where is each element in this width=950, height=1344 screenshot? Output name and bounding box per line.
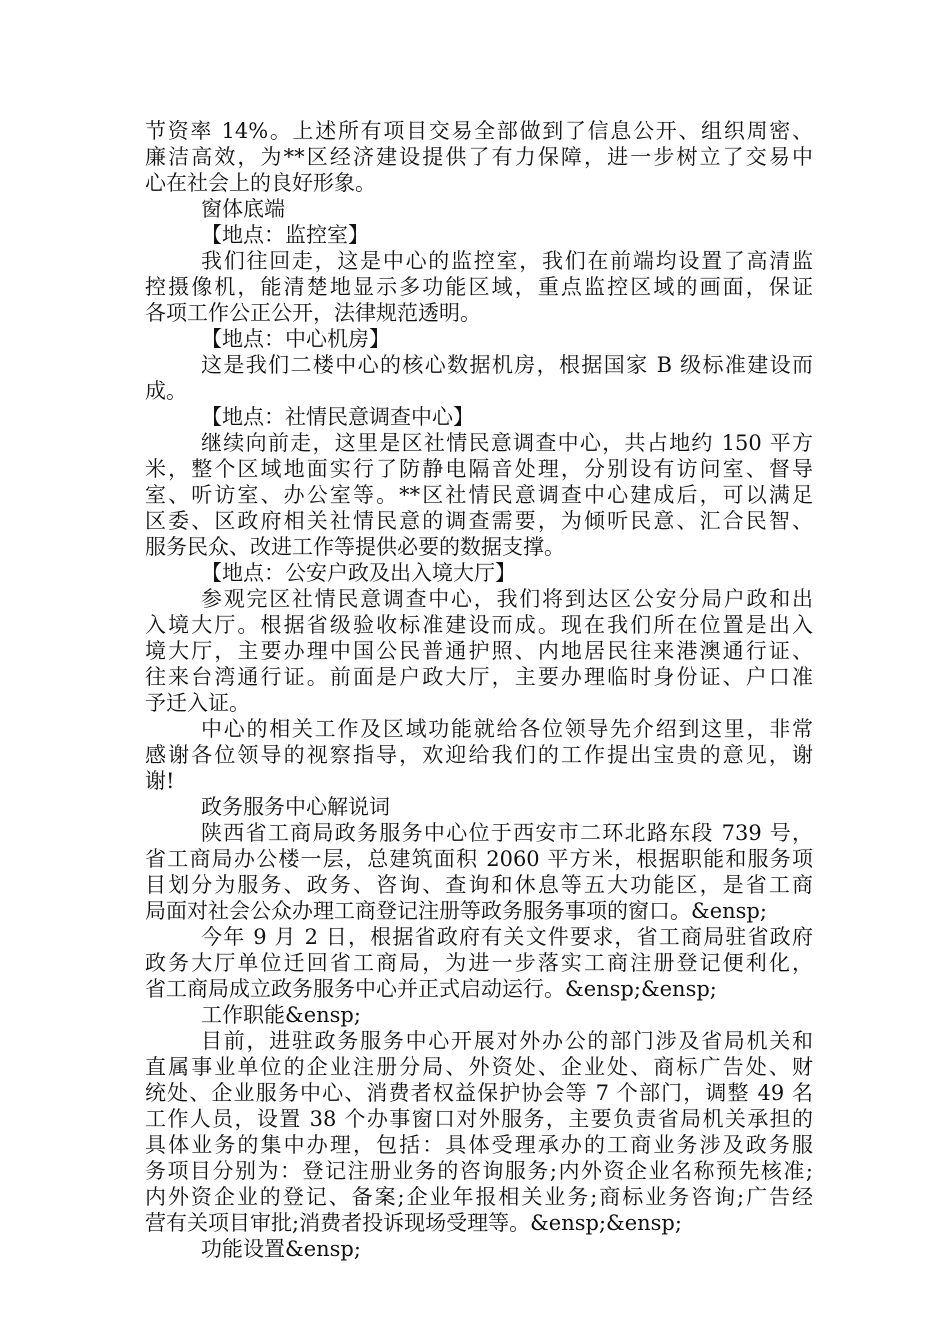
text-line: 室、听访室、办公室等。**区社情民意调查中心建成后，可以满足 — [145, 483, 813, 507]
text-line: 【地点：中心机房】 — [201, 327, 390, 351]
text-line: 节资率 14%。上述所有项目交易全部做到了信息公开、组织周密、 — [145, 119, 813, 143]
text-line: 政务服务中心解说词 — [201, 795, 390, 819]
text-line: 成。 — [145, 379, 187, 403]
text-line: 各项工作公正公开，法律规范透明。 — [145, 301, 481, 325]
text-line: 政务大厅单位迁回省工商局，为进一步落实工商注册登记便利化， — [145, 951, 813, 975]
text-line: 廉洁高效，为**区经济建设提供了有力保障，进一步树立了交易中 — [145, 145, 813, 169]
text-line: 窗体底端 — [201, 197, 285, 221]
text-line: 【地点：社情民意调查中心】 — [201, 405, 474, 429]
text-line: 【地点：监控室】 — [201, 223, 369, 247]
text-line: 营有关项目审批;消费者投诉现场受理等。&ensp;&ensp; — [145, 1211, 682, 1235]
text-line: 具体业务的集中办理，包括：具体受理承办的工商业务涉及政务服 — [145, 1133, 813, 1157]
text-line: 这是我们二楼中心的核心数据机房，根据国家 B 级标准建设而 — [201, 353, 813, 377]
text-line: 米，整个区域地面实行了防静电隔音处理，分别设有访问室、督导 — [145, 457, 813, 481]
text-line: 局面对社会公众办理工商登记注册等政务服务事项的窗口。&ensp; — [145, 899, 767, 923]
text-line: 工作人员，设置 38 个办事窗口对外服务，主要负责省局机关承担的 — [145, 1107, 813, 1131]
text-line: 感谢各位领导的视察指导，欢迎给我们的工作提出宝贵的意见，谢 — [145, 743, 813, 767]
text-line: 统处、企业服务中心、消费者权益保护协会等 7 个部门，调整 49 名 — [145, 1081, 813, 1105]
text-line: 功能设置&ensp; — [201, 1237, 361, 1261]
text-line: 中心的相关工作及区域功能就给各位领导先介绍到这里，非常 — [201, 717, 813, 741]
text-line: 心在社会上的良好形象。 — [145, 171, 376, 195]
text-line: 工作职能&ensp; — [201, 1003, 361, 1027]
text-line: 区委、区政府相关社情民意的调查需要，为倾听民意、汇合民智、 — [145, 509, 813, 533]
text-line: 省工商局成立政务服务中心并正式启动运行。&ensp;&ensp; — [145, 977, 717, 1001]
document-page — [145, 118, 813, 1262]
text-line: 目前，进驻政务服务中心开展对外办公的部门涉及省局机关和 — [201, 1029, 813, 1053]
text-line: 入境大厅。根据省级验收标准建设而成。现在我们所在位置是出入 — [145, 613, 813, 637]
text-line: 直属事业单位的企业注册分局、外资处、企业处、商标广告处、财 — [145, 1055, 813, 1079]
text-line: 目划分为服务、政务、咨询、查询和休息等五大功能区，是省工商 — [145, 873, 813, 897]
text-line: 内外资企业的登记、备案;企业年报相关业务;商标业务咨询;广告经 — [145, 1185, 813, 1209]
text-line: 继续向前走，这里是区社情民意调查中心，共占地约 150 平方 — [201, 431, 813, 455]
text-line: 谢! — [145, 769, 175, 793]
text-line: 省工商局办公楼一层，总建筑面积 2060 平方米，根据职能和服务项 — [145, 847, 813, 871]
text-line: 境大厅，主要办理中国公民普通护照、内地居民往来港澳通行证、 — [145, 639, 813, 663]
text-line: 予迁入证。 — [145, 691, 250, 715]
text-line: 控摄像机，能清楚地显示多功能区域，重点监控区域的画面，保证 — [145, 275, 813, 299]
text-line: 往来台湾通行证。前面是户政大厅，主要办理临时身份证、户口准 — [145, 665, 813, 689]
text-line: 我们往回走，这是中心的监控室，我们在前端均设置了高清监 — [201, 249, 813, 273]
text-line: 陕西省工商局政务服务中心位于西安市二环北路东段 739 号， — [201, 821, 813, 845]
text-line: 服务民众、改进工作等提供必要的数据支撑。 — [145, 535, 565, 559]
text-line: 今年 9 月 2 日，根据省政府有关文件要求，省工商局驻省政府 — [201, 925, 813, 949]
text-line: 参观完区社情民意调查中心，我们将到达区公安分局户政和出 — [201, 587, 813, 611]
text-line: 务项目分别为：登记注册业务的咨询服务;内外资企业名称预先核准; — [145, 1159, 813, 1183]
text-line: 【地点：公安户政及出入境大厅】 — [201, 561, 516, 585]
